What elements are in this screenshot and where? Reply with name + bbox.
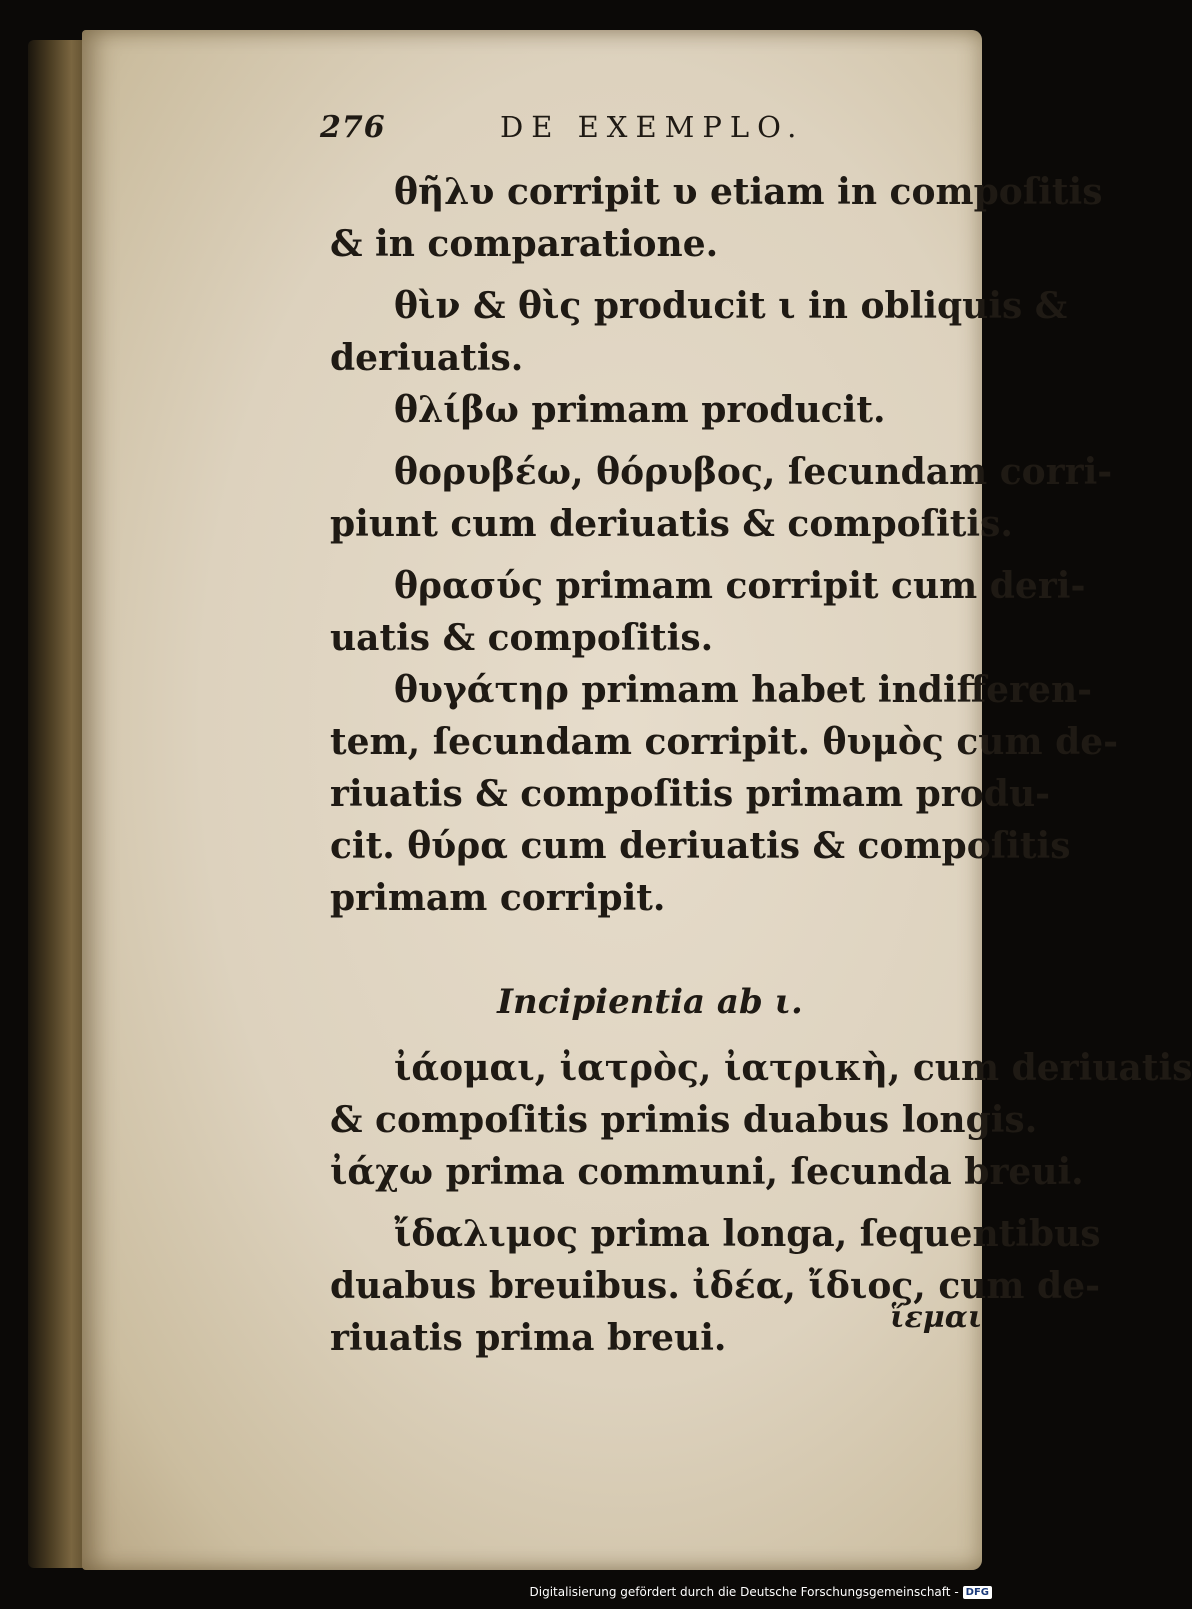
text-line: deriuatis. — [330, 337, 524, 379]
digitization-credit — [530, 1585, 993, 1599]
text-line: tem, ſecundam corripit. θυμὸς cum de- — [330, 721, 1119, 763]
dfg-logo: DFG — [963, 1586, 992, 1599]
text-line: θλίβω primam producit. — [394, 389, 886, 431]
running-header — [320, 110, 970, 166]
text-line: θρασύς primam corripit cum deri- — [394, 565, 1086, 607]
text-line: cit. θύρα cum deriuatis & compoſitis — [330, 825, 1071, 867]
catchword: ἵεμαι — [890, 1300, 983, 1335]
text-line: duabus breuibus. ἰδέα, ἴδιος, cum de- — [330, 1265, 1101, 1307]
section-title: Incipientia ab ι. — [497, 982, 803, 1022]
text-line: & in comparatione. — [330, 223, 719, 265]
book-fore-edge — [28, 40, 90, 1568]
text-line: uatis & compoſitis. — [330, 617, 714, 659]
page-text-block — [320, 110, 1192, 1364]
text-line: ἰάομαι, ἰατρὸς, ἰατρικὴ, cum deriuatis — [394, 1047, 1192, 1089]
text-line: θυγάτηρ primam habet indifferen- — [394, 669, 1093, 711]
text-line: θὶν & θὶς producit ι in obliquis & — [394, 285, 1068, 327]
text-line: riuatis & compoſitis primam produ- — [330, 773, 1051, 815]
text-line: ἰάχω prima communi, ſecunda breui. — [330, 1151, 1084, 1193]
text-line: ἴδαλιμος prima longa, ſequentibus — [394, 1213, 1101, 1255]
credit-text: Digitalisierung gefördert durch die Deutsche Forschungsgemeinschaft - — [529, 1585, 959, 1599]
text-line: & compoſitis primis duabus longis. — [330, 1099, 1038, 1141]
running-title: DE EXEMPLO. — [500, 110, 805, 144]
text-line: primam corripit. — [330, 877, 666, 919]
text-line: riuatis prima breui. — [330, 1317, 727, 1359]
text-line: piunt cum deriuatis & compoſitis. — [330, 503, 1013, 545]
page-number: 276 — [320, 110, 386, 145]
text-line: θῆλυ corripit υ etiam in compoſitis — [394, 171, 1103, 213]
text-line: θορυβέω, θόρυβος, ſecundam corri- — [394, 451, 1113, 493]
